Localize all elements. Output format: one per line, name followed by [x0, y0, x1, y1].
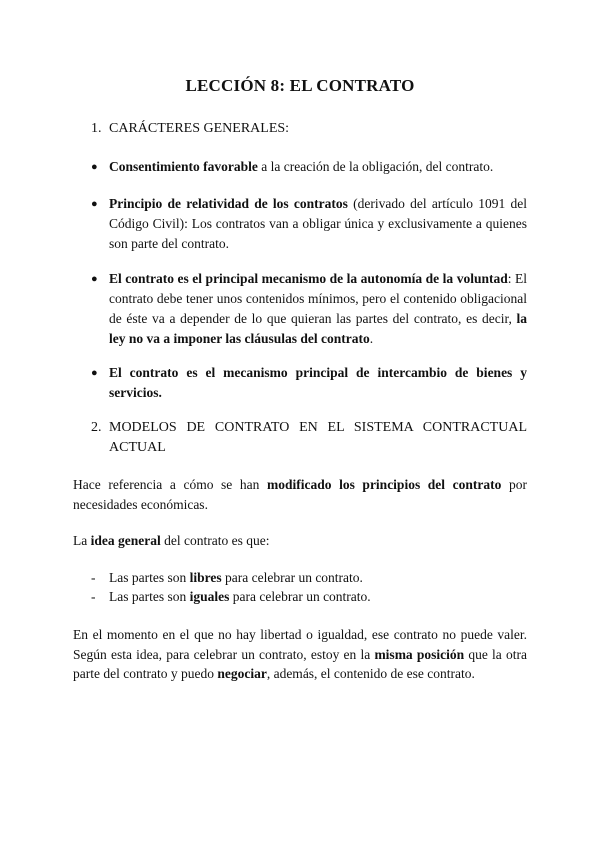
- bullet-item-consentimiento: [91, 157, 527, 177]
- section-heading-2: [91, 418, 527, 458]
- bullet-icon: ●: [91, 161, 98, 173]
- bold-text: modificado los principios del contrato: [266, 477, 502, 492]
- dash-marker: -: [91, 570, 96, 585]
- bold-text: libres: [189, 570, 222, 585]
- section-heading-text: CARÁCTERES GENERALES:: [109, 121, 290, 136]
- bullet-text: : El contrato debe tener unos contenidos mínimos, pero el contenido obligacional de éste va a depender de lo que quieran las partes del contrato, es decir,: [109, 271, 528, 326]
- bullet-bold-text-2: la ley no va a imponer las cláusulas del contrato: [109, 311, 527, 346]
- bold-text: iguales: [189, 589, 230, 604]
- bullet-icon: ●: [91, 367, 98, 379]
- bold-text: misma posición: [374, 646, 465, 662]
- paragraph-idea-general: La idea general del contrato es que:: [73, 533, 270, 548]
- bullet-icon: ●: [91, 273, 98, 285]
- bullet-text: (derivado del artículo 1091 del Código Civil): Los contratos van a obligar única y exclusivamente a quienes son parte del contrato.: [109, 196, 527, 251]
- paragraph-libertad-igualdad: En el momento en el que no hay libertad o igualdad, ese contrato no puede valer. Según esta idea, para celebrar un contrato, estoy en la misma posición que la otra parte del contrato y puedo negociar, además, el contenido de ese contrato.: [73, 627, 527, 681]
- bullet-bold-text: Consentimiento favorable: [109, 159, 258, 174]
- bullet-item-relatividad: [91, 194, 527, 254]
- bold-text: idea general: [90, 533, 161, 548]
- bullet-bold-text: El contrato es el mecanismo principal de intercambio de bienes y servicios.: [109, 365, 527, 400]
- section-heading-text: MODELOS DE CONTRATO EN EL SISTEMA CONTRACTUAL ACTUAL: [109, 420, 527, 455]
- bullet-bold-text: Principio de relatividad de los contratos: [109, 196, 348, 211]
- bullet-icon: ●: [91, 198, 98, 210]
- section-number: 2.: [91, 420, 102, 435]
- page-title: LECCIÓN 8: EL CONTRATO: [185, 76, 415, 95]
- bullet-item-autonomia: [91, 269, 527, 349]
- section-number: 1.: [91, 121, 102, 136]
- dash-marker: -: [91, 589, 96, 604]
- bullet-text: a la creación de la obligación, del contrato.: [257, 159, 494, 174]
- bullet-item-intercambio: [91, 363, 527, 403]
- section-heading-1: [91, 119, 527, 139]
- paragraph-modificado: Hace referencia a cómo se han modificado los principios del contrato por necesidades económicas.: [73, 477, 527, 512]
- list-item-libres: - Las partes son libres para celebrar un contrato.: [91, 570, 363, 585]
- bullet-text-end: .: [369, 331, 374, 346]
- list-item-iguales: - Las partes son iguales para celebrar un contrato.: [91, 589, 371, 604]
- bullet-bold-text: El contrato es el principal mecanismo de la autonomía de la voluntad: [109, 271, 508, 286]
- bold-text-2: negociar: [217, 666, 267, 681]
